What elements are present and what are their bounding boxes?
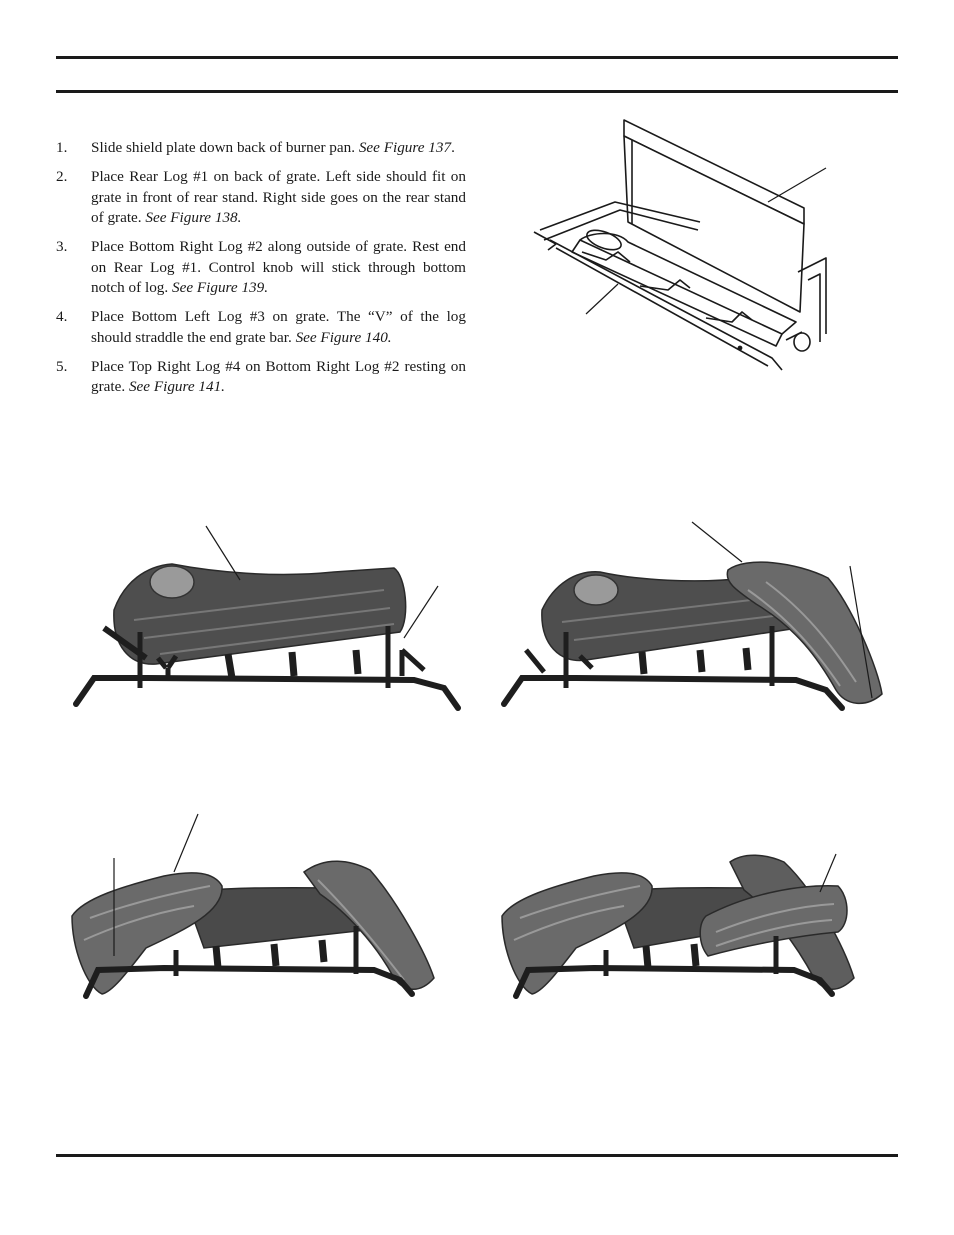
step-text: Place Rear Log #1 on back of grate. Left side should fit on grate in front of rear stand. Right side goes on the rear stand of grate. xyxy=(91,168,466,226)
footer-rule xyxy=(56,1154,898,1157)
step-text: Place Top Right Log #4 on Bottom Right Log #2 resting on grate. xyxy=(91,357,466,395)
burner-pan-illustration xyxy=(520,112,850,392)
callout-line xyxy=(768,168,826,202)
step-text: Place Bottom Right Log #2 along outside of grate. Rest end on Rear Log #1. Control knob will stick through bottom notch of log. xyxy=(91,238,466,296)
instruction-step xyxy=(56,167,466,229)
figure-reference: See Figure 139. xyxy=(172,279,269,296)
step-number: 1. xyxy=(56,139,68,156)
figure-reference: See Figure 140. xyxy=(295,328,392,346)
figure-139-bottom-right-log xyxy=(496,518,896,718)
step-number: 2. xyxy=(56,168,68,185)
callout-line xyxy=(174,814,198,872)
header-rule xyxy=(56,90,898,93)
rear-log-photo xyxy=(64,520,464,720)
instruction-step xyxy=(56,138,466,159)
figure-reference: See Figure 138. xyxy=(145,209,242,226)
step-text: Slide shield plate down back of burner pan. xyxy=(91,139,359,156)
figure-reference: See Figure 141. xyxy=(128,378,225,395)
step-number: 3. xyxy=(56,238,68,255)
instruction-step xyxy=(56,307,466,348)
top-rule xyxy=(56,56,898,59)
figure-137-burner-pan xyxy=(520,112,850,392)
step-suffix: . xyxy=(451,139,455,156)
figure-138-rear-log xyxy=(64,520,464,720)
figure-reference: See Figure 137 xyxy=(358,139,452,156)
figure-140-bottom-left-log xyxy=(64,808,464,1008)
instruction-list xyxy=(56,138,466,406)
instruction-step xyxy=(56,357,466,398)
bottom-left-log-photo xyxy=(64,808,464,1008)
bottom-right-log-photo xyxy=(496,518,896,718)
step-number: 5. xyxy=(56,357,68,375)
step-number: 4. xyxy=(56,308,68,325)
figure-141-top-right-log xyxy=(494,806,894,1006)
callout-line xyxy=(692,522,742,562)
instruction-step xyxy=(56,237,466,299)
top-right-log-photo xyxy=(494,806,894,1006)
step-text: Place Bottom Left Log #3 on grate. The “V” of the log should straddle the end grate bar. xyxy=(91,308,466,346)
callout-line xyxy=(404,586,438,638)
callout-line xyxy=(586,284,618,314)
